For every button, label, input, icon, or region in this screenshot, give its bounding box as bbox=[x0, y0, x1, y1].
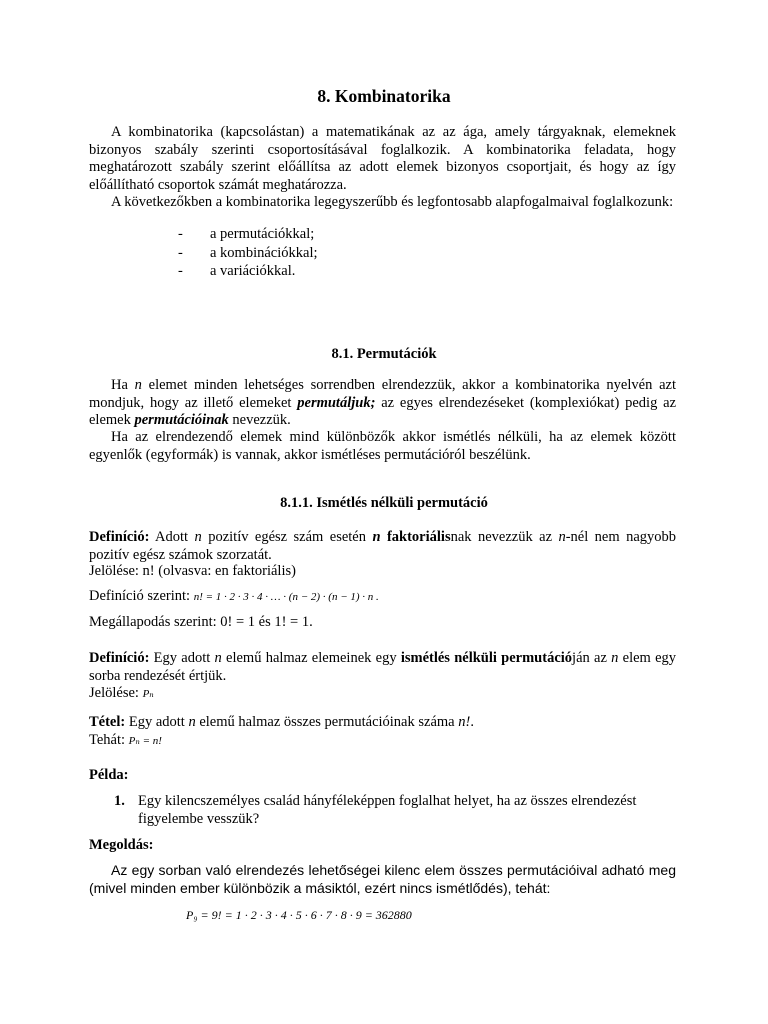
notation-permutation: Jelölése: Pₙ bbox=[89, 685, 154, 701]
solution-paragraph: Az egy sorban való elrendezés lehetőségei kilenc elem összes permutációival adható meg (mivel minden ember különbözik a másiktól, ezért nincs ismétlődés), tehát: bbox=[89, 862, 676, 896]
intro-paragraph-2: A következőkben a kombinatorika legegyszerűbb és legfontosabb alapfogalmaival foglalkozunk: bbox=[111, 194, 674, 210]
intro-paragraph: A kombinatorika (kapcsolástan) a matematikának az az ága, amely tárgyaknak, elemeknek bizonyos szabály szerinti csoportosításával foglalkozik. A kombinatorika feladata, hogy meghatározott szabály szerint előállítsa az adott elemek bizonyos csoportjait, és hogy az így előállítható csoportok számát meghatározza. bbox=[89, 124, 676, 193]
solution-formula: P₉ = 9! = 1 · 2 · 3 · 4 · 5 · 6 · 7 · 8 · 9 = 362880 bbox=[186, 908, 412, 922]
list-item: - a permutációkkal; bbox=[178, 226, 315, 242]
convention-line: Megállapodás szerint: 0! = 1 és 1! = 1. bbox=[89, 614, 313, 630]
permutation-paragraph: Ha n elemet minden lehetséges sorrendben elrendezzük, akkor a kombinatorika nyelvén azt mondjuk, hogy az illető elemeket permutáljuk; az egyes elrendezéseket (komplexiókat) pedig az elemek permutációinak nevezzük. bbox=[89, 377, 676, 428]
theorem-formula-line: Tehát: Pₙ = n! bbox=[89, 732, 162, 748]
example-heading: Példa: bbox=[89, 767, 129, 783]
permutation-paragraph-2: Ha az elrendezendő elemek mind különbözők akkor ismétlés nélküli, ha az elemek között egyenlők (egyformák) is vannak, akkor ismétléses permutációról beszélünk. bbox=[89, 429, 676, 463]
section-heading-permutations: 8.1. Permutációk bbox=[331, 346, 437, 362]
subsection-heading: 8.1.1. Ismétlés nélküli permutáció bbox=[280, 495, 488, 511]
solution-heading: Megoldás: bbox=[89, 837, 154, 853]
definition-factorial: Definíció: Adott n pozitív egész szám esetén n faktoriálisnak nevezzük az n-nél nem nagyobb pozitív egész számok szorzatát. bbox=[89, 529, 677, 563]
page-title: 8. Kombinatorika bbox=[317, 86, 451, 106]
permutation-symbol: Pₙ bbox=[142, 688, 154, 700]
theorem-formula: Pₙ = n! bbox=[128, 735, 162, 747]
convention-formula: 0! = 1 és 1! = 1. bbox=[220, 614, 313, 630]
definition-permutation: Definíció: Egy adott n elemű halmaz elemeinek egy ismétlés nélküli permutációján az n elem egy sorba rendezését értjük. bbox=[89, 650, 677, 684]
list-item: - a kombinációkkal; bbox=[178, 244, 318, 261]
example-number: 1. bbox=[114, 793, 125, 809]
theorem: Tétel: Egy adott n elemű halmaz összes permutációinak száma n!. bbox=[89, 714, 474, 730]
factorial-formula: n! = 1 · 2 · 3 · 4 · … · (n − 2) · (n − 1) · n . bbox=[193, 591, 379, 603]
topic-list bbox=[178, 226, 318, 282]
definition-formula-line: Definíció szerint: n! = 1 · 2 · 3 · 4 · … · (n − 2) · (n − 1) · n . bbox=[89, 588, 379, 604]
example-question: Egy kilencszemélyes család hányféleképpen foglalhat helyet, ha az összes elrendezést figyelembe vesszük? bbox=[138, 793, 637, 827]
notation-factorial: Jelölése: n! (olvasva: en faktoriális) bbox=[89, 563, 296, 579]
list-item: - a variációkkal. bbox=[178, 263, 296, 279]
